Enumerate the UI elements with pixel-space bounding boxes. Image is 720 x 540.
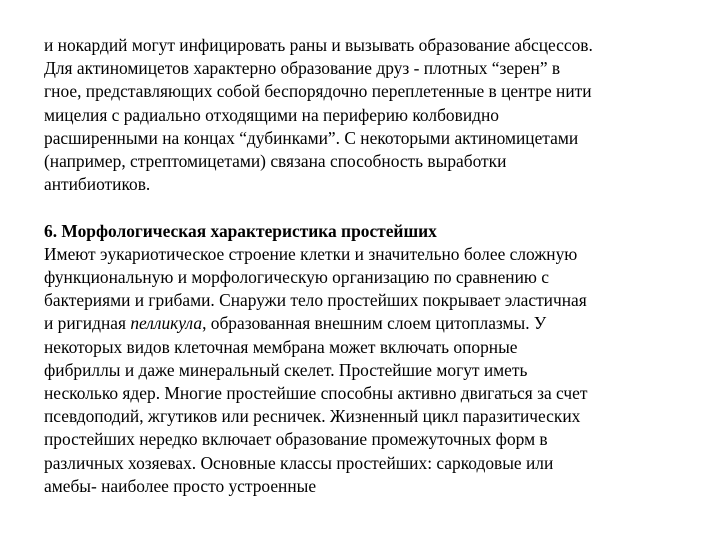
text-line: простейших нередко включает образование промежуточных форм в	[44, 429, 548, 450]
text-line: функциональную и морфологическую организацию по сравнению с	[44, 267, 549, 288]
text-line: Имеют эукариотическое строение клетки и значительно более сложную	[44, 243, 578, 264]
text-line: (например, стрептомицетами) связана способность выработки	[44, 151, 507, 172]
text-line: фибриллы и даже минеральный скелет. Простейшие могут иметь	[44, 359, 528, 380]
text-line: мицелия с радиально отходящими на периферию колбовидно	[44, 104, 499, 125]
text-line: некоторых видов клеточная мембрана может включать опорные	[44, 336, 518, 357]
text-line: гное, представляющих собой беспорядочно переплетенные в центре нити	[44, 81, 592, 102]
text-line: бактериями и грибами. Снаружи тело простейших покрывает эластичная	[44, 290, 587, 311]
document-page	[44, 34, 694, 498]
section-heading: 6. Морфологическая характеристика простейших	[44, 220, 437, 241]
text-line: антибиотиков.	[44, 174, 151, 195]
paragraph-actinomycetes	[44, 34, 694, 196]
text-line: различных хозяевах. Основные классы простейших: саркодовые или	[44, 452, 554, 473]
text-line: амебы- наиболее просто устроенные	[44, 475, 317, 496]
term-pellicle: пелликула	[130, 313, 203, 334]
text-line: расширенными на концах “дубинками”. С некоторыми актиномицетами	[44, 127, 579, 148]
text-line	[44, 312, 694, 335]
text-segment: , образованная внешним слоем цитоплазмы. У	[202, 313, 547, 334]
text-segment: и ригидная	[44, 313, 131, 334]
paragraph-gap	[44, 196, 694, 219]
section-protozoa	[44, 220, 694, 498]
text-line: и нокардий могут инфицировать раны и вызывать образование абсцессов.	[44, 35, 593, 55]
text-line: несколько ядер. Многие простейшие способны активно двигаться за счет	[44, 383, 588, 404]
text-line: псевдоподий, жгутиков или ресничек. Жизненный цикл паразитических	[44, 406, 581, 427]
text-line: Для актиномицетов характерно образование друз - плотных “зерен” в	[44, 58, 561, 79]
